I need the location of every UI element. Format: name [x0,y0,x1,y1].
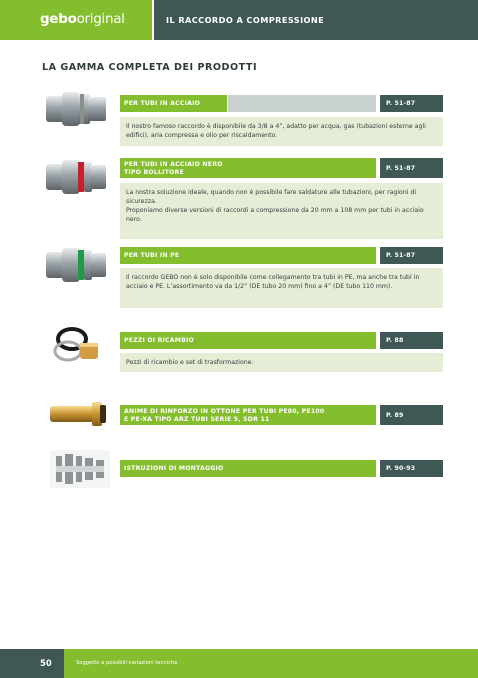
product-description [120,117,443,146]
product-label-line-2: E PE-XA TIPO ARZ TUBI SERIE 5, SDR 11 [124,416,270,423]
page-number: 50 [40,658,52,668]
page-footer [0,649,478,678]
product-label: PER TUBI IN PE [124,252,180,259]
description-text: Il raccordo GEBO non è solo disponibile come collegamento tra tubi in PE, ma anche tra tubi in acciaio e PE. L’assortimento va da 1/2” (DE tubo 20 mm) fino a 4” (DE tubo 110 mm). [126,274,420,290]
product-bar-spacer [228,95,376,112]
spare-parts-icon [50,325,106,365]
product-bar-steel [120,95,227,112]
brand-box [0,0,152,40]
page-reference-text: P. 51-87 [386,100,416,107]
brand-logo [40,11,125,27]
header-title: IL RACCORDO A COMPRESSIONE [166,15,325,25]
page-reference-text: P. 88 [386,337,404,344]
section-title: LA GAMMA COMPLETA DEI PRODOTTI [42,62,258,73]
page-header [0,0,478,40]
page-reference[interactable] [380,95,443,112]
steel-fitting-icon [44,88,110,130]
product-description [120,353,443,372]
product-label-line-1: ANIME DI RINFORZO IN OTTONE PER TUBI PE80, PE100 [124,408,325,415]
description-text: La nostra soluzione ideale, quando non è possibile fare saldature alle tubazioni, per ragioni di sicurezza. [126,189,417,205]
product-label-line-1: PER TUBI IN ACCIAIO NERO [124,161,223,168]
product-bar-brass-inserts [120,405,376,425]
page-reference-text: P. 89 [386,412,404,419]
brass-insert-icon [48,398,110,428]
footer-note: Soggetto a possibili variazioni tecniche [76,660,178,666]
product-bar-instructions [120,460,376,477]
product-description [120,183,443,239]
brand-bold: gebo [40,11,77,27]
product-label: ISTRUZIONI DI MONTAGGIO [124,465,224,472]
product-bar-black-steel [120,158,376,178]
page-number-box [0,649,64,678]
product-label: PER TUBI IN ACCIAIO [124,100,201,107]
green-ring-fitting-icon [44,244,110,286]
page-reference[interactable] [380,460,443,477]
brand-light: original [76,11,125,27]
description-text: Pezzi di ricambio e set di trasformazione. [126,359,254,366]
description-text: Il nostro famoso raccordo è disponibile da 3/8 a 4”, adatto per acqua, gas (tubazioni esterne agli edifici), aria compressa e olio per riscaldamento. [126,123,426,139]
page-reference[interactable] [380,158,443,178]
header-separator [152,0,154,40]
page-reference[interactable] [380,332,443,349]
red-ring-fitting-icon [44,156,110,198]
page-reference[interactable] [380,405,443,425]
product-bar-spare-parts [120,332,376,349]
page-reference-text: P. 90-93 [386,465,416,472]
description-text: Proponiamo diverse versioni di raccordi a compressione da 20 mm a 108 mm per tubi in acciaio nero. [126,206,424,223]
page-reference[interactable] [380,247,443,264]
product-bar-pe [120,247,376,264]
assembly-instructions-icon [50,450,110,488]
page-reference-text: P. 51-87 [386,165,416,172]
page-reference-text: P. 51-87 [386,252,416,259]
product-label-line-2: TIPO BOLLITORE [124,169,184,176]
product-label: PEZZI DI RICAMBIO [124,337,195,344]
product-description [120,268,443,308]
